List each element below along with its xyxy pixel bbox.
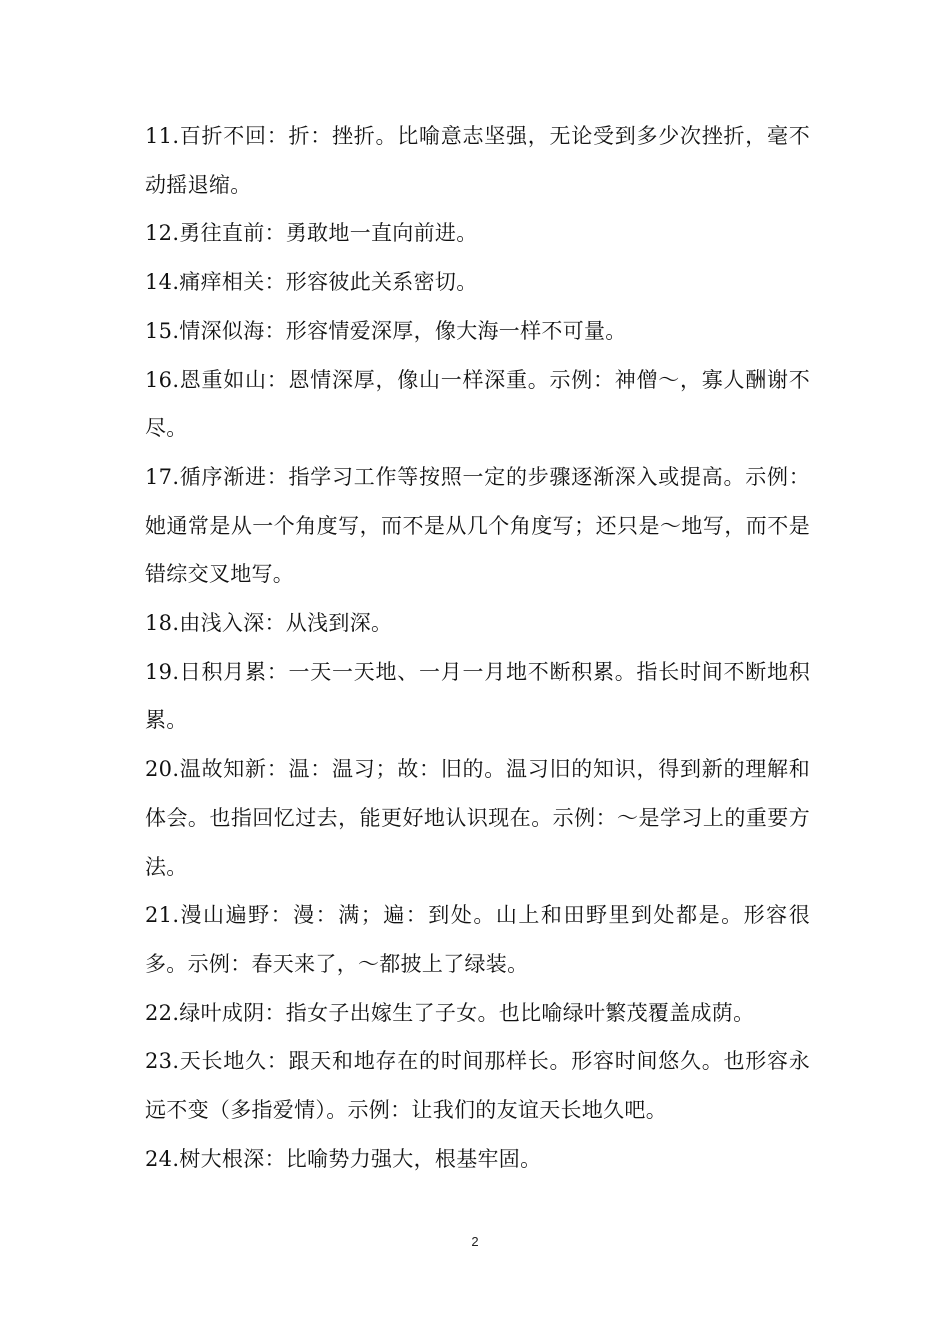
page-number: 2 bbox=[471, 1234, 479, 1249]
idiom-entry-22: 22.绿叶成阴：指女子出嫁生了子女。也比喻绿叶繁茂覆盖成荫。 bbox=[145, 1000, 755, 1025]
idiom-entry-18: 18.由浅入深：从浅到深。 bbox=[145, 611, 393, 636]
idiom-entry-19: 19.日积月累：一天一天地、一月一月地不断积累。指长时间不断地积累。 bbox=[145, 659, 810, 733]
idiom-entry-15: 15.情深似海：形容情爱深厚，像大海一样不可量。 bbox=[145, 318, 627, 343]
idiom-entry-20: 20.温故知新：温：温习；故：旧的。温习旧的知识，得到新的理解和体会。也指回忆过去，能更好地认识现在。示例：～是学习上的重要方法。 bbox=[145, 757, 810, 879]
idiom-entry-12: 12.勇往直前：勇敢地一直向前进。 bbox=[145, 221, 478, 246]
idiom-entry-14: 14.痛痒相关：形容彼此关系密切。 bbox=[145, 270, 478, 295]
idiom-entry-16: 16.恩重如山：恩情深厚，像山一样深重。示例：神僧～，寡人酬谢不尽。 bbox=[145, 367, 810, 441]
idiom-entry-23: 23.天长地久：跟天和地存在的时间那样长。形容时间悠久。也形容永远不变（多指爱情）。示例：让我们的友谊天长地久吧。 bbox=[145, 1049, 810, 1123]
idiom-list bbox=[145, 112, 810, 1183]
idiom-entry-11: 11.百折不回：折：挫折。比喻意志坚强，无论受到多少次挫折，毫不动摇退缩。 bbox=[145, 124, 810, 197]
idiom-entry-21: 21.漫山遍野：漫：满；遍：到处。山上和田野里到处都是。形容很多。示例：春天来了，～都披上了绿装。 bbox=[145, 903, 810, 976]
idiom-entry-24: 24.树大根深：比喻势力强大，根基牢固。 bbox=[145, 1146, 542, 1171]
idiom-entry-17: 17.循序渐进：指学习工作等按照一定的步骤逐渐深入或提高。示例：她通常是从一个角度写，而不是从几个角度写；还只是～地写，而不是错综交叉地写。 bbox=[145, 464, 810, 587]
